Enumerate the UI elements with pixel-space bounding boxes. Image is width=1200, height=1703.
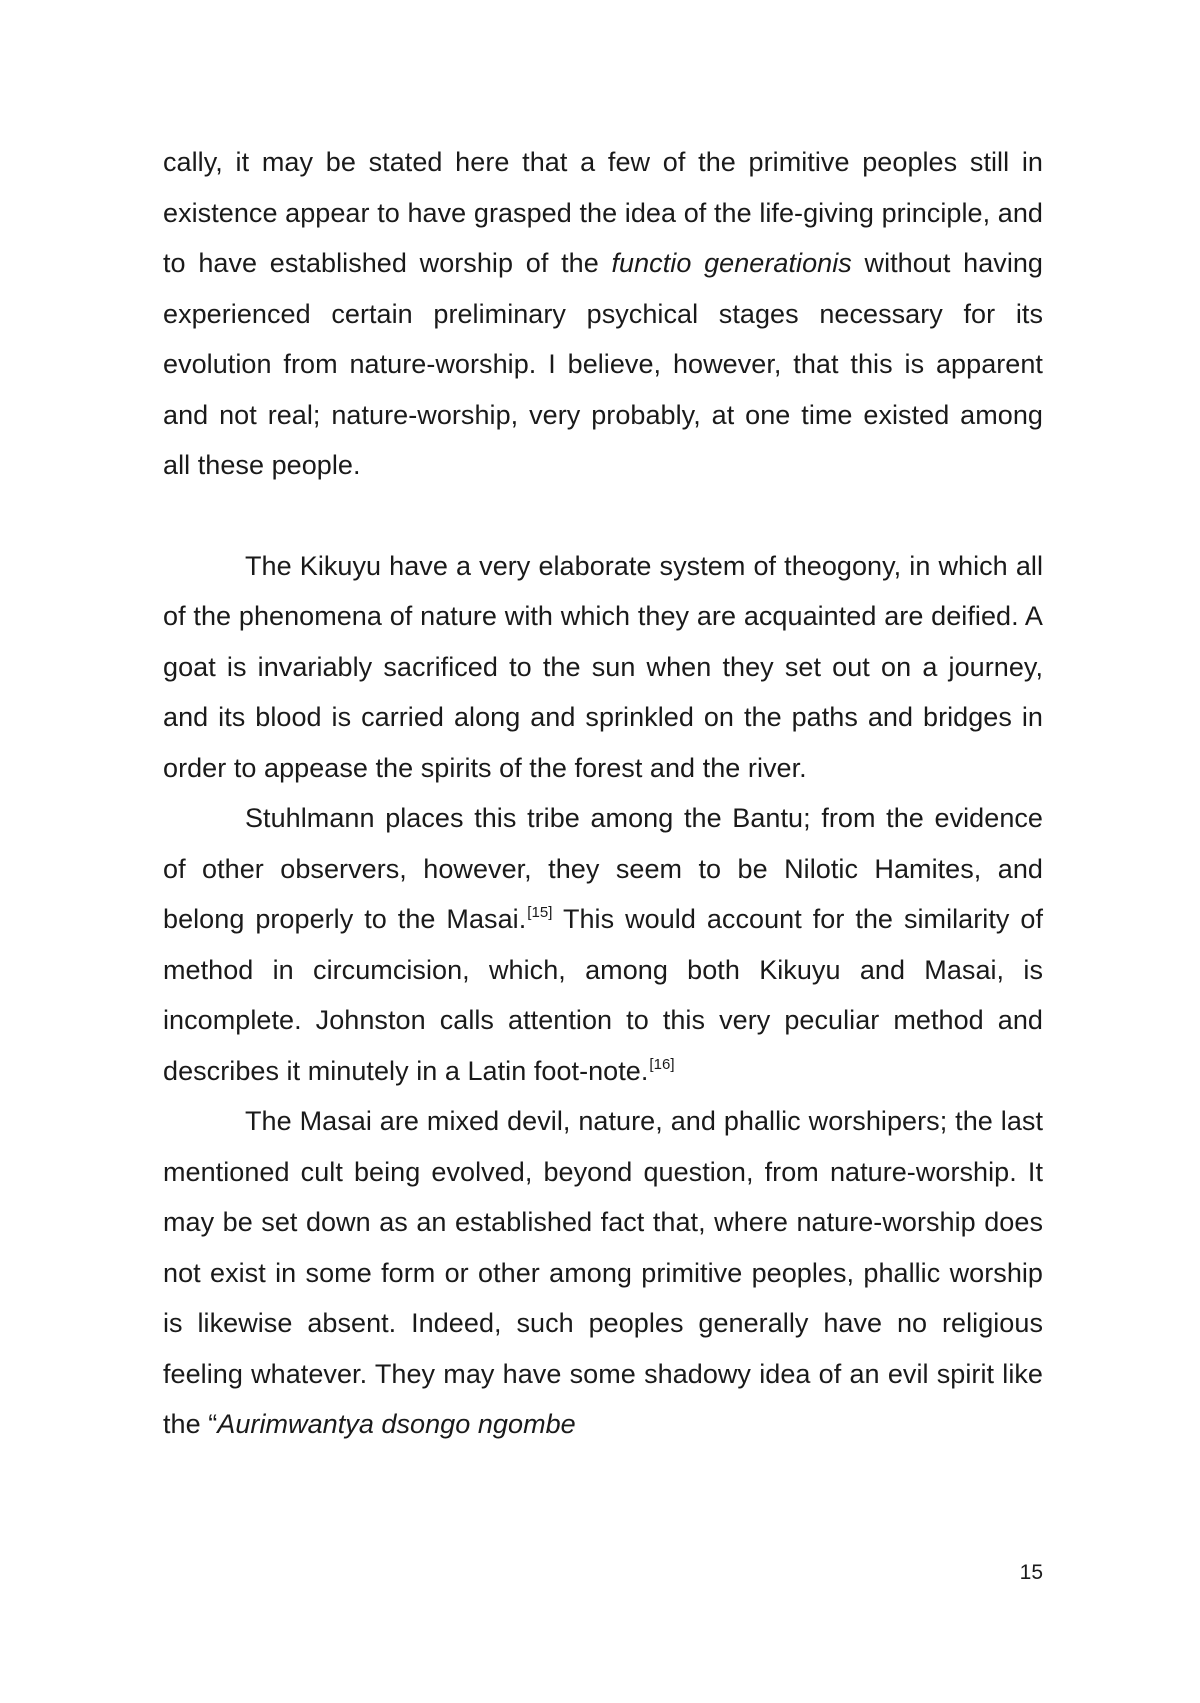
paragraph-kikuyu-theogony — [163, 541, 1043, 794]
page-number: 15 — [1019, 1561, 1043, 1584]
spirit-name: Aurimwantya dsongo ngombe — [217, 1409, 576, 1439]
paragraph-text: The Masai are mixed devil, nature, and phallic worshipers; the last mentioned cult being evolved, beyond question, from nature-worship. It may be set down as an established fact that, where nature-worship does not exist in some form or other among primitive peoples, phallic worship is likewise absent. Indeed, such peoples generally have no religious feeling whatever. They may have some shadowy idea of an evil spirit like the “ — [163, 1106, 1043, 1439]
page-body — [163, 137, 1043, 1450]
latin-term: functio generationis — [611, 248, 852, 278]
paragraph-text: without having experienced certain preliminary psychical stages necessary for its evolution from nature-worship. I believe, however, that this is apparent and not real; nature-worship, very probably, at one time existed among all these people. — [163, 248, 1043, 480]
paragraph-text: This would account for the similarity of method in circumcision, which, among both Kikuyu and Masai, is incomplete. Johnston calls attention to this very peculiar method and describes it minutely in a Latin foot-note. — [163, 904, 1044, 1086]
paragraph-nature-worship — [163, 137, 1043, 491]
paragraph-stuhlmann — [163, 793, 1043, 1096]
paragraph-text: cally, it may be stated here that a few of the primitive peoples still in existence appear to have grasped the idea of the life-giving principle, and to have established worship of the — [163, 147, 1043, 278]
section-break — [163, 491, 1043, 541]
paragraph-text: The Kikuyu have a very elaborate system of theogony, in which all of the phenomena of nature with which they are acquainted are deified. A goat is invariably sacrificed to the sun when they set out on a journey, and its blood is carried along and sprinkled on the paths and bridges in order to appease the spirits of the forest and the river. — [163, 550, 1043, 783]
footnote-ref-15[interactable]: [15] — [527, 904, 553, 921]
footnote-ref-16[interactable]: [16] — [649, 1055, 675, 1073]
paragraph-masai-worship — [163, 1096, 1043, 1450]
paragraph-text: Stuhlmann places this tribe among the Bantu; from the evidence of other observers, however, they seem to be Nilotic Hamites, and belong properly to the Masai. — [163, 803, 1043, 934]
